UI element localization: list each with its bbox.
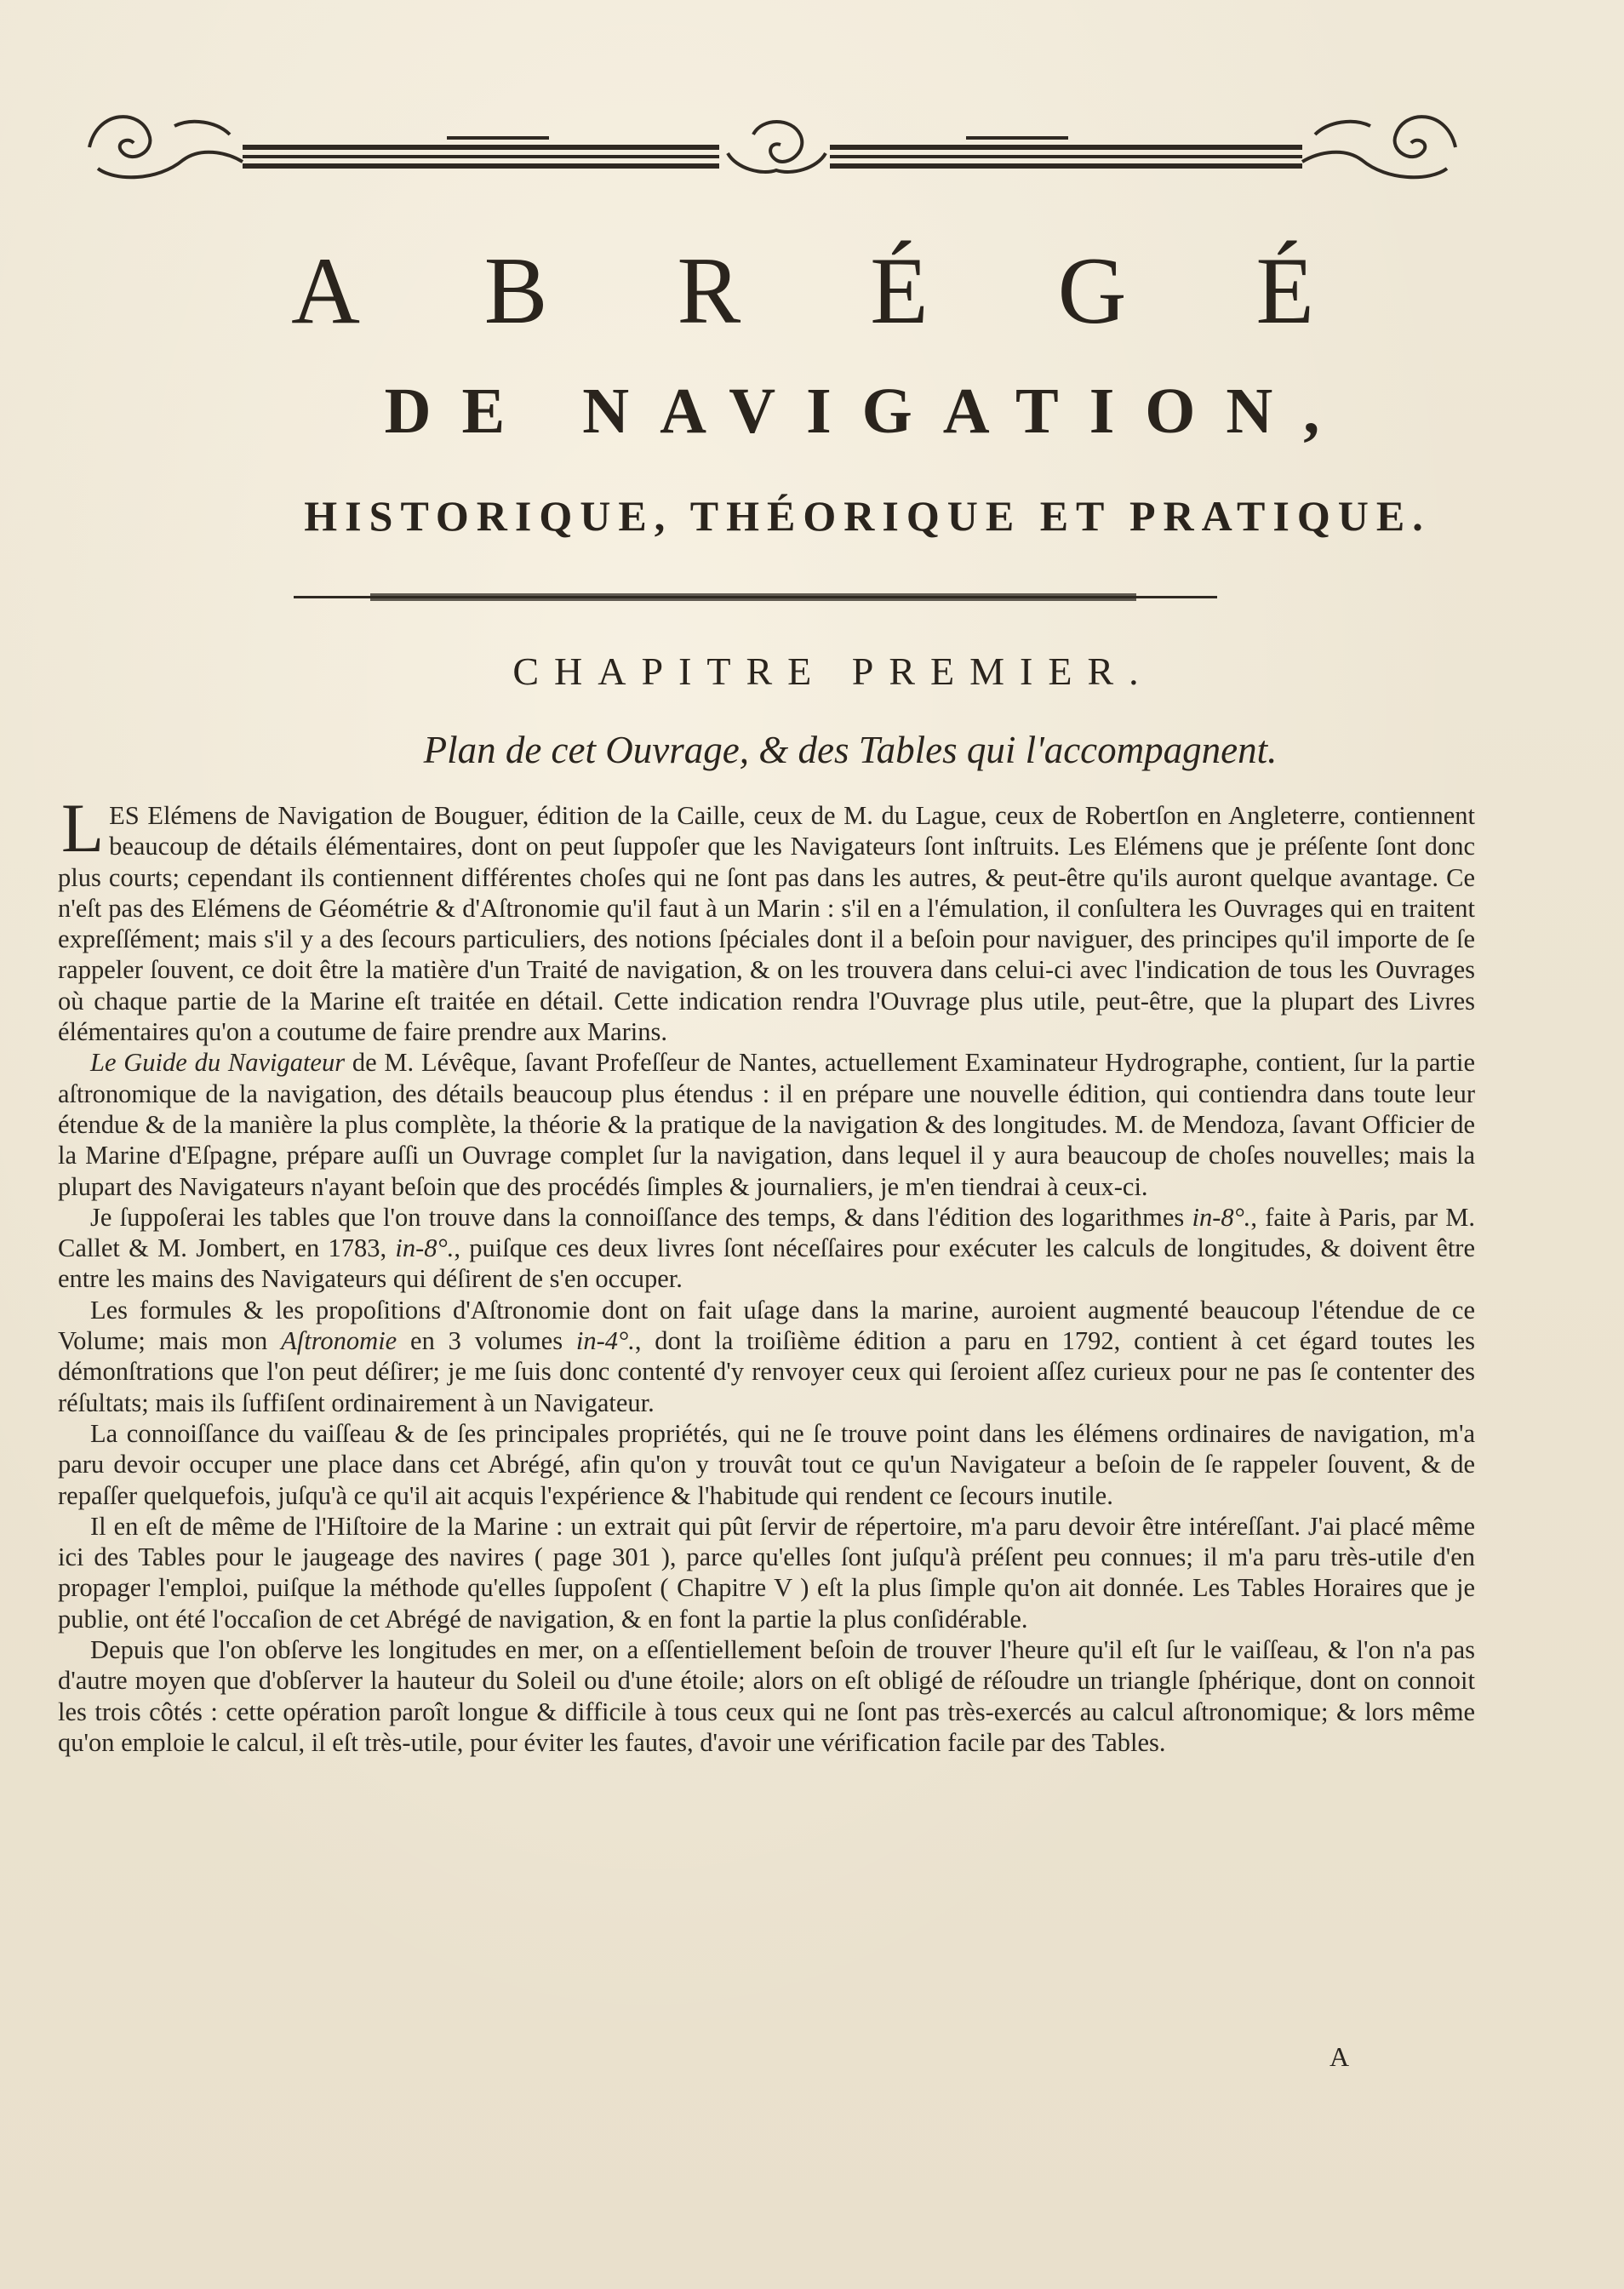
paragraph-2	[58, 1047, 1475, 1201]
title-main: A B R É G É	[291, 238, 1367, 344]
paragraph-4	[58, 1295, 1475, 1418]
format-italic: in-8°.	[395, 1233, 455, 1263]
drop-cap: L	[61, 789, 105, 867]
book-title-italic: Aſtronomie	[281, 1326, 397, 1356]
ornamental-headband	[81, 100, 1464, 194]
paragraph-4-text-a: Les formules & les propoſitions d'Aſtronomie dont on fait uſage dans la marine, auroient augmenté beaucoup l'étendue de ce Volume; mais mon	[58, 1295, 1475, 1356]
paragraph-3-text-a: Je ſuppoſerai les tables que l'on trouve dans la connoiſſance des temps, & dans l'édition des logarithmes	[90, 1202, 1192, 1232]
signature-mark: A	[1330, 2041, 1350, 2072]
paragraph-7: Depuis que l'on obſerve les longitudes en mer, on a eſſentiellement beſoin de trouver l'heure qu'il eſt ſur le vaiſſeau, & l'on n'a pas d'autre moyen que d'obſerver la hauteur du Soleil ou d'une étoile; alors on eſt obligé de réſoudre un triangle ſphérique, dont on connoit les trois côtés : cette opération paroît longue & difficile à tous ceux qui ne ſont pas très-exercés au calcul aſtronomique; & lors même qu'on emploie le calcul, il eſt très-utile, pour éviter les fautes, d'avoir une vérification facile par des Tables.	[58, 1635, 1475, 1757]
paragraph-2-text: de M. Lévêque, ſavant Profeſſeur de Nantes, actuellement Examinateur Hydrographe, contient, ſur la partie aſtronomique de la navigation, des détails beaucoup plus étendus : il en prépare une nouvelle édition, qui contiendra dans toute leur étendue & de la manière la plus complète, la théorie & la pratique de la navigation & des longitudes. M. de Mendoza, ſavant Officier de la Marine d'Eſpagne, prépare auſſi un Ouvrage complet ſur la navigation, dans lequel il y aura beaucoup de choſes nouvelles; mais la plupart des Navigateurs n'ayant beſoin que des procédés ſimples & journaliers, je m'en tiendrai à ceux-ci.	[58, 1048, 1475, 1201]
format-italic: in-8°.	[1192, 1202, 1251, 1232]
paragraph-3	[58, 1202, 1475, 1295]
paragraph-5: La connoiſſance du vaiſſeau & de ſes principales propriétés, qui ne ſe trouve point dans les élémens ordinaires de navigation, m'a paru devoir occuper une place dans cet Abrégé, afin qu'on y trouvât tout ce qu'un Navigateur a beſoin de ſe rappeler ſouvent, & de repaſſer quelquefois, juſqu'à ce qu'il ait acquis l'expérience & l'habitude qui rendent ce ſecours inutile.	[58, 1418, 1475, 1510]
paragraph-4-text-b: en 3 volumes	[397, 1326, 576, 1356]
body-text	[58, 789, 1475, 1758]
paragraph-3-text-c: , puiſque ces deux livres ſont néceſſaires pour exécuter les calculs de longitudes, & doivent être entre les mains des Navigateurs qui déſirent de s'en occuper.	[58, 1233, 1475, 1294]
paragraph-4-text-c: , dont la troiſième édition a paru en 1792, contient à cet égard toutes les démonſtrations que l'on peut déſirer; je me ſuis donc contenté d'y renvoyer ceux qui ſeroient aſſez curieux pour ne pas ſe contenter des réſultats; mais ils ſuffiſent ordinairement à un Navigateur.	[58, 1326, 1475, 1417]
paragraph-6: Il en eſt de même de l'Hiſtoire de la Marine : un extrait qui pût ſervir de répertoire, m'a paru devoir être intéreſſant. J'ai placé même ici des Tables pour le jaugeage des navires ( page 301 ), parce qu'elles ſont juſqu'à préſent peu connues; il m'a paru très-utile d'en propager l'emploi, puiſque la méthode qu'elles ſuppoſent ( Chapitre V ) eſt la plus ſimple qu'on ait donnée. Les Tables Horaires que je publie, ont été l'occaſion de cet Abrégé de navigation, & en font la partie la plus conſidérable.	[58, 1511, 1475, 1634]
book-title-italic: Le Guide du Navigateur	[90, 1048, 346, 1078]
decorative-rule	[294, 592, 1217, 604]
paragraph-3-text-b: , faite à Paris, par M. Callet & M. Jombert, en 1783,	[58, 1202, 1475, 1263]
chapter-heading: CHAPITRE PREMIER.	[512, 650, 1154, 693]
title-third-line: HISTORIQUE, THÉORIQUE ET PRATIQUE.	[304, 492, 1431, 540]
lead-caps: ES	[109, 801, 140, 830]
title-subtitle: DE NAVIGATION,	[384, 375, 1351, 447]
chapter-subtitle: Plan de cet Ouvrage, & des Tables qui l'accompagnent.	[423, 729, 1278, 771]
paragraph-1	[58, 789, 1475, 1047]
format-italic: in-4°.	[575, 1326, 635, 1356]
paragraph-1-text: Elémens de Navigation de Bouguer, édition de la Caille, ceux de M. du Lague, ceux de Robertſon en Angleterre, contiennent beaucoup de détails élémentaires, dont on peut ſuppoſer que les Navigateurs ſont inſtruits. Les Elémens que je préſente ſont donc plus courts; cependant ils contiennent différentes choſes qui ne ſont pas dans les autres, & peut-être qu'ils auront quelque avantage. Ce n'eſt pas des Elémens de Géométrie & d'Aſtronomie qu'il faut à un Marin : s'il en a l'émulation, il conſultera les Ouvrages qui en traitent expreſſément; mais s'il y a des ſecours particuliers, des notions ſpéciales dont il a beſoin pour naviguer, des principes qu'il importe de ſe rappeler ſouvent, ce doit être la matière d'un Traité de navigation, & on les trouvera dans celui-ci avec l'indication de tous les Ouvrages où chaque partie de la Marine eſt traitée en détail. Cette indication rendra l'Ouvrage plus utile, peut-être, que la plupart des Livres élémentaires qu'on a coutume de faire prendre aux Marins.	[58, 801, 1475, 1047]
